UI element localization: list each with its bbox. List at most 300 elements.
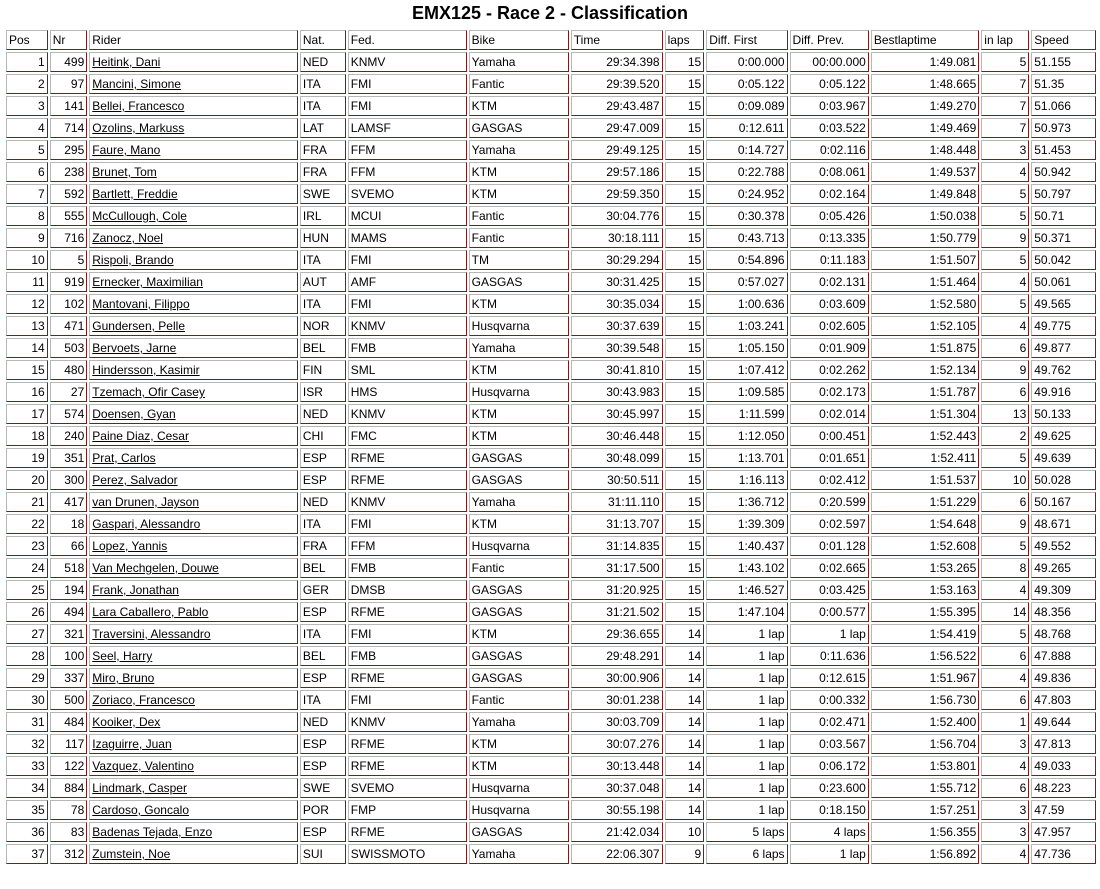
- cell-nr: 122: [50, 756, 88, 776]
- column-header-bike: Bike: [469, 30, 569, 50]
- cell-laps: 15: [665, 74, 705, 94]
- cell-diff-first: 1 lap: [706, 690, 787, 710]
- cell-bike: Husqvarna: [469, 800, 569, 820]
- cell-pos: 12: [6, 294, 48, 314]
- cell-diff-first: 0:24.952: [706, 184, 787, 204]
- cell-bike: Husqvarna: [469, 382, 569, 402]
- cell-diff-first: 1 lap: [706, 756, 787, 776]
- cell-rider: [89, 448, 298, 468]
- cell-rider: [89, 272, 298, 292]
- cell-bestlaptime: 1:54.648: [871, 514, 979, 534]
- cell-in-lap: 13: [981, 404, 1029, 424]
- cell-diff-prev: 0:23.600: [790, 778, 869, 798]
- rider-link[interactable]: Hindersson, Kasimir: [92, 363, 200, 377]
- cell-laps: 14: [665, 800, 705, 820]
- cell-bestlaptime: 1:50.038: [871, 206, 979, 226]
- cell-diff-first: 1:40.437: [706, 536, 787, 556]
- cell-fed: RFME: [348, 448, 467, 468]
- rider-link[interactable]: van Drunen, Jayson: [92, 495, 199, 509]
- cell-rider: [89, 338, 298, 358]
- cell-bike: Fantic: [469, 558, 569, 578]
- cell-pos: 16: [6, 382, 48, 402]
- cell-rider: [89, 778, 298, 798]
- cell-time: 22:06.307: [571, 844, 663, 864]
- cell-bestlaptime: 1:51.304: [871, 404, 979, 424]
- cell-rider: [89, 118, 298, 138]
- table-row: [6, 668, 1096, 688]
- cell-in-lap: 2: [981, 426, 1029, 446]
- cell-bike: Fantic: [469, 74, 569, 94]
- cell-rider: [89, 294, 298, 314]
- cell-time: 29:36.655: [571, 624, 663, 644]
- table-row: [6, 316, 1096, 336]
- cell-diff-prev: 0:02.116: [790, 140, 869, 160]
- cell-time: 29:34.398: [571, 52, 663, 72]
- cell-diff-prev: 0:02.131: [790, 272, 869, 292]
- cell-bike: GASGAS: [469, 580, 569, 600]
- table-row: [6, 844, 1096, 864]
- cell-fed: SWISSMOTO: [348, 844, 467, 864]
- rider-link[interactable]: Lindmark, Casper: [92, 781, 187, 795]
- cell-rider: [89, 382, 298, 402]
- cell-fed: DMSB: [348, 580, 467, 600]
- cell-bike: GASGAS: [469, 822, 569, 842]
- cell-bike: GASGAS: [469, 448, 569, 468]
- cell-bike: Yamaha: [469, 338, 569, 358]
- cell-in-lap: 6: [981, 338, 1029, 358]
- cell-time: 29:47.009: [571, 118, 663, 138]
- cell-nat: ESP: [300, 734, 346, 754]
- cell-nat: NED: [300, 404, 346, 424]
- cell-time: 30:46.448: [571, 426, 663, 446]
- cell-nr: 471: [50, 316, 88, 336]
- cell-diff-prev: 0:20.599: [790, 492, 869, 512]
- cell-bestlaptime: 1:49.848: [871, 184, 979, 204]
- rider-link[interactable]: Zoriaco, Francesco: [92, 693, 195, 707]
- cell-laps: 15: [665, 228, 705, 248]
- cell-fed: FMP: [348, 800, 467, 820]
- cell-speed: 49.265: [1031, 558, 1096, 578]
- cell-diff-prev: 0:13.335: [790, 228, 869, 248]
- cell-time: 30:04.776: [571, 206, 663, 226]
- cell-fed: RFME: [348, 822, 467, 842]
- cell-speed: 50.71: [1031, 206, 1096, 226]
- cell-bike: KTM: [469, 404, 569, 424]
- cell-in-lap: 4: [981, 756, 1029, 776]
- cell-speed: 49.639: [1031, 448, 1096, 468]
- rider-link[interactable]: Zumstein, Noe: [92, 847, 171, 861]
- table-row: [6, 360, 1096, 380]
- cell-diff-prev: 0:18.150: [790, 800, 869, 820]
- cell-bike: KTM: [469, 294, 569, 314]
- cell-diff-first: 1:39.309: [706, 514, 787, 534]
- cell-in-lap: 1: [981, 712, 1029, 732]
- cell-diff-prev: 0:01.909: [790, 338, 869, 358]
- cell-fed: AMF: [348, 272, 467, 292]
- cell-nr: 592: [50, 184, 88, 204]
- cell-in-lap: 10: [981, 470, 1029, 490]
- cell-pos: 23: [6, 536, 48, 556]
- cell-speed: 47.957: [1031, 822, 1096, 842]
- cell-bestlaptime: 1:50.779: [871, 228, 979, 248]
- cell-pos: 8: [6, 206, 48, 226]
- cell-laps: 10: [665, 822, 705, 842]
- cell-rider: [89, 514, 298, 534]
- cell-nat: FRA: [300, 140, 346, 160]
- column-header-laps: laps: [665, 30, 705, 50]
- cell-nr: 102: [50, 294, 88, 314]
- cell-nr: 141: [50, 96, 88, 116]
- cell-fed: LAMSF: [348, 118, 467, 138]
- cell-bike: Fantic: [469, 206, 569, 226]
- cell-diff-prev: 0:02.471: [790, 712, 869, 732]
- rider-link[interactable]: Perez, Salvador: [92, 473, 178, 487]
- cell-nat: FRA: [300, 162, 346, 182]
- cell-diff-first: 1 lap: [706, 668, 787, 688]
- cell-diff-first: 1:12.050: [706, 426, 787, 446]
- cell-fed: RFME: [348, 602, 467, 622]
- cell-diff-first: 1:16.113: [706, 470, 787, 490]
- cell-fed: HMS: [348, 382, 467, 402]
- cell-in-lap: 3: [981, 800, 1029, 820]
- cell-nat: ITA: [300, 74, 346, 94]
- cell-pos: 19: [6, 448, 48, 468]
- cell-laps: 15: [665, 250, 705, 270]
- rider-link[interactable]: Faure, Mano: [92, 143, 161, 157]
- cell-nat: ITA: [300, 294, 346, 314]
- cell-diff-prev: 4 laps: [790, 822, 869, 842]
- column-header-bestlaptime: Bestlaptime: [871, 30, 979, 50]
- cell-pos: 37: [6, 844, 48, 864]
- cell-rider: [89, 756, 298, 776]
- cell-rider: [89, 470, 298, 490]
- cell-laps: 15: [665, 558, 705, 578]
- cell-speed: 50.133: [1031, 404, 1096, 424]
- cell-fed: FMB: [348, 338, 467, 358]
- cell-diff-first: 0:30.378: [706, 206, 787, 226]
- cell-rider: [89, 624, 298, 644]
- cell-nr: 5: [50, 250, 88, 270]
- cell-nr: 574: [50, 404, 88, 424]
- table-row: [6, 602, 1096, 622]
- table-row: [6, 756, 1096, 776]
- cell-pos: 28: [6, 646, 48, 666]
- cell-speed: 50.371: [1031, 228, 1096, 248]
- cell-pos: 17: [6, 404, 48, 424]
- cell-in-lap: 4: [981, 580, 1029, 600]
- cell-nr: 716: [50, 228, 88, 248]
- cell-rider: [89, 316, 298, 336]
- table-row: [6, 140, 1096, 160]
- cell-bike: KTM: [469, 96, 569, 116]
- cell-rider: [89, 426, 298, 446]
- cell-speed: 51.453: [1031, 140, 1096, 160]
- rider-link[interactable]: Kooiker, Dex: [92, 715, 161, 729]
- cell-diff-prev: 0:03.567: [790, 734, 869, 754]
- cell-pos: 15: [6, 360, 48, 380]
- cell-in-lap: 3: [981, 822, 1029, 842]
- cell-time: 30:37.048: [571, 778, 663, 798]
- cell-pos: 3: [6, 96, 48, 116]
- cell-in-lap: 7: [981, 96, 1029, 116]
- cell-fed: FMI: [348, 294, 467, 314]
- cell-diff-first: 1:00.636: [706, 294, 787, 314]
- cell-fed: FMI: [348, 250, 467, 270]
- cell-rider: [89, 162, 298, 182]
- cell-laps: 15: [665, 184, 705, 204]
- cell-diff-first: 1:09.585: [706, 382, 787, 402]
- cell-bestlaptime: 1:57.251: [871, 800, 979, 820]
- cell-rider: [89, 668, 298, 688]
- cell-bike: Yamaha: [469, 492, 569, 512]
- cell-rider: [89, 360, 298, 380]
- cell-time: 31:11.110: [571, 492, 663, 512]
- cell-in-lap: 6: [981, 382, 1029, 402]
- cell-nr: 18: [50, 514, 88, 534]
- classification-table: [4, 28, 1098, 866]
- cell-diff-prev: 0:03.522: [790, 118, 869, 138]
- cell-bestlaptime: 1:53.265: [871, 558, 979, 578]
- cell-nat: ITA: [300, 624, 346, 644]
- cell-nr: 484: [50, 712, 88, 732]
- rider-link[interactable]: Zanocz, Noel: [92, 231, 163, 245]
- cell-nr: 312: [50, 844, 88, 864]
- cell-nr: 499: [50, 52, 88, 72]
- rider-link[interactable]: Vazquez, Valentino: [92, 759, 194, 773]
- cell-diff-first: 1 lap: [706, 646, 787, 666]
- cell-rider: [89, 646, 298, 666]
- cell-time: 30:18.111: [571, 228, 663, 248]
- rider-link[interactable]: Rispoli, Brando: [92, 253, 174, 267]
- cell-nat: BEL: [300, 338, 346, 358]
- table-row: [6, 558, 1096, 578]
- table-row: [6, 74, 1096, 94]
- cell-speed: 48.223: [1031, 778, 1096, 798]
- cell-bestlaptime: 1:51.967: [871, 668, 979, 688]
- cell-time: 30:45.997: [571, 404, 663, 424]
- cell-diff-first: 1 lap: [706, 712, 787, 732]
- cell-laps: 14: [665, 646, 705, 666]
- cell-time: 30:55.198: [571, 800, 663, 820]
- rider-link[interactable]: Tzemach, Ofir Casey: [92, 385, 205, 399]
- cell-pos: 36: [6, 822, 48, 842]
- cell-in-lap: 3: [981, 734, 1029, 754]
- cell-diff-first: 1:07.412: [706, 360, 787, 380]
- cell-rider: [89, 734, 298, 754]
- cell-nat: CHI: [300, 426, 346, 446]
- cell-diff-prev: 0:05.122: [790, 74, 869, 94]
- rider-link[interactable]: Gaspari, Alessandro: [92, 517, 201, 531]
- cell-nat: ITA: [300, 690, 346, 710]
- cell-pos: 2: [6, 74, 48, 94]
- rider-link[interactable]: Prat, Carlos: [92, 451, 156, 465]
- table-row: [6, 712, 1096, 732]
- cell-bestlaptime: 1:52.580: [871, 294, 979, 314]
- cell-bike: GASGAS: [469, 668, 569, 688]
- rider-link[interactable]: Lara Caballero, Pablo: [92, 605, 209, 619]
- rider-link[interactable]: Bellei, Francesco: [92, 99, 185, 113]
- rider-link[interactable]: Miro, Bruno: [92, 671, 155, 685]
- cell-nat: ESP: [300, 470, 346, 490]
- cell-time: 30:03.709: [571, 712, 663, 732]
- cell-diff-first: 1 lap: [706, 778, 787, 798]
- cell-bestlaptime: 1:56.704: [871, 734, 979, 754]
- cell-in-lap: 5: [981, 206, 1029, 226]
- cell-diff-first: 1 lap: [706, 800, 787, 820]
- cell-time: 30:43.983: [571, 382, 663, 402]
- cell-bestlaptime: 1:48.448: [871, 140, 979, 160]
- cell-time: 29:49.125: [571, 140, 663, 160]
- cell-nr: 117: [50, 734, 88, 754]
- cell-speed: 47.59: [1031, 800, 1096, 820]
- cell-bestlaptime: 1:51.875: [871, 338, 979, 358]
- cell-nat: ITA: [300, 250, 346, 270]
- rider-link[interactable]: Seel, Harry: [92, 649, 153, 663]
- cell-laps: 15: [665, 382, 705, 402]
- cell-diff-prev: 1 lap: [790, 844, 869, 864]
- cell-pos: 20: [6, 470, 48, 490]
- cell-pos: 4: [6, 118, 48, 138]
- cell-nr: 300: [50, 470, 88, 490]
- cell-laps: 14: [665, 712, 705, 732]
- cell-pos: 11: [6, 272, 48, 292]
- cell-speed: 47.736: [1031, 844, 1096, 864]
- cell-laps: 9: [665, 844, 705, 864]
- rider-link[interactable]: Doensen, Gyan: [92, 407, 176, 421]
- cell-in-lap: 6: [981, 690, 1029, 710]
- cell-fed: FMB: [348, 558, 467, 578]
- cell-speed: 50.061: [1031, 272, 1096, 292]
- rider-link[interactable]: Ernecker, Maximilian: [92, 275, 203, 289]
- cell-pos: 18: [6, 426, 48, 446]
- cell-in-lap: 3: [981, 140, 1029, 160]
- cell-nr: 238: [50, 162, 88, 182]
- table-row: [6, 96, 1096, 116]
- rider-link[interactable]: Brunet, Tom: [92, 165, 157, 179]
- cell-in-lap: 5: [981, 52, 1029, 72]
- rider-link[interactable]: Paine Diaz, Cesar: [92, 429, 189, 443]
- cell-time: 30:13.448: [571, 756, 663, 776]
- cell-nr: 555: [50, 206, 88, 226]
- cell-fed: FFM: [348, 162, 467, 182]
- rider-link[interactable]: Mantovani, Filippo: [92, 297, 190, 311]
- cell-nat: HUN: [300, 228, 346, 248]
- rider-link[interactable]: Izaguirre, Juan: [92, 737, 172, 751]
- cell-laps: 14: [665, 668, 705, 688]
- cell-in-lap: 4: [981, 316, 1029, 336]
- table-row: [6, 646, 1096, 666]
- rider-link[interactable]: Van Mechgelen, Douwe: [92, 561, 219, 575]
- rider-link[interactable]: Mancini, Simone: [92, 77, 181, 91]
- rider-link[interactable]: Traversini, Alessandro: [92, 627, 211, 641]
- cell-rider: [89, 580, 298, 600]
- cell-fed: RFME: [348, 734, 467, 754]
- rider-link[interactable]: Frank, Jonathan: [92, 583, 179, 597]
- cell-diff-first: 1:36.712: [706, 492, 787, 512]
- rider-link[interactable]: Gundersen, Pelle: [92, 319, 185, 333]
- cell-diff-prev: 00:00.000: [790, 52, 869, 72]
- cell-in-lap: 4: [981, 668, 1029, 688]
- cell-in-lap: 5: [981, 448, 1029, 468]
- cell-speed: 47.813: [1031, 734, 1096, 754]
- cell-speed: 49.762: [1031, 360, 1096, 380]
- table-row: [6, 470, 1096, 490]
- cell-in-lap: 7: [981, 118, 1029, 138]
- rider-link[interactable]: Bartlett, Freddie: [92, 187, 178, 201]
- cell-bestlaptime: 1:56.522: [871, 646, 979, 666]
- cell-diff-prev: 0:02.412: [790, 470, 869, 490]
- cell-nat: ITA: [300, 96, 346, 116]
- table-row: [6, 580, 1096, 600]
- table-header: [6, 30, 1096, 50]
- cell-bestlaptime: 1:56.892: [871, 844, 979, 864]
- cell-bestlaptime: 1:51.464: [871, 272, 979, 292]
- cell-nat: SWE: [300, 778, 346, 798]
- cell-bestlaptime: 1:52.411: [871, 448, 979, 468]
- rider-link[interactable]: Heitink, Dani: [92, 55, 161, 69]
- cell-diff-prev: 0:02.597: [790, 514, 869, 534]
- cell-diff-first: 1:43.102: [706, 558, 787, 578]
- cell-time: 21:42.034: [571, 822, 663, 842]
- cell-nat: ESP: [300, 756, 346, 776]
- cell-time: 30:00.906: [571, 668, 663, 688]
- rider-link[interactable]: McCullough, Cole: [92, 209, 187, 223]
- cell-time: 29:39.520: [571, 74, 663, 94]
- cell-nr: 295: [50, 140, 88, 160]
- table-row: [6, 426, 1096, 446]
- cell-bestlaptime: 1:52.608: [871, 536, 979, 556]
- column-header-diff-prev: Diff. Prev.: [790, 30, 869, 50]
- rider-link[interactable]: Cardoso, Goncalo: [92, 803, 189, 817]
- cell-diff-first: 5 laps: [706, 822, 787, 842]
- cell-diff-first: 0:09.089: [706, 96, 787, 116]
- rider-link[interactable]: Ozolins, Markuss: [92, 121, 185, 135]
- rider-link[interactable]: Bervoets, Jarne: [92, 341, 177, 355]
- cell-time: 29:48.291: [571, 646, 663, 666]
- cell-speed: 51.155: [1031, 52, 1096, 72]
- cell-diff-prev: 0:02.164: [790, 184, 869, 204]
- rider-link[interactable]: Lopez, Yannis: [92, 539, 168, 553]
- cell-diff-prev: 0:03.425: [790, 580, 869, 600]
- cell-fed: FFM: [348, 140, 467, 160]
- cell-bike: Yamaha: [469, 844, 569, 864]
- cell-nat: GER: [300, 580, 346, 600]
- table-row: [6, 228, 1096, 248]
- cell-nr: 27: [50, 382, 88, 402]
- cell-speed: 49.775: [1031, 316, 1096, 336]
- rider-link[interactable]: Badenas Tejada, Enzo: [92, 825, 213, 839]
- cell-bike: GASGAS: [469, 272, 569, 292]
- column-header-nat: Nat.: [300, 30, 346, 50]
- cell-bike: KTM: [469, 426, 569, 446]
- cell-laps: 15: [665, 272, 705, 292]
- cell-time: 30:35.034: [571, 294, 663, 314]
- cell-fed: KNMV: [348, 492, 467, 512]
- column-header-in-lap: in lap: [981, 30, 1029, 50]
- cell-nat: NOR: [300, 316, 346, 336]
- cell-bestlaptime: 1:51.229: [871, 492, 979, 512]
- cell-pos: 30: [6, 690, 48, 710]
- cell-nr: 494: [50, 602, 88, 622]
- cell-in-lap: 7: [981, 74, 1029, 94]
- cell-in-lap: 9: [981, 514, 1029, 534]
- cell-bike: KTM: [469, 624, 569, 644]
- cell-pos: 21: [6, 492, 48, 512]
- cell-diff-first: 0:14.727: [706, 140, 787, 160]
- cell-bike: Yamaha: [469, 52, 569, 72]
- cell-nat: ESP: [300, 448, 346, 468]
- cell-rider: [89, 404, 298, 424]
